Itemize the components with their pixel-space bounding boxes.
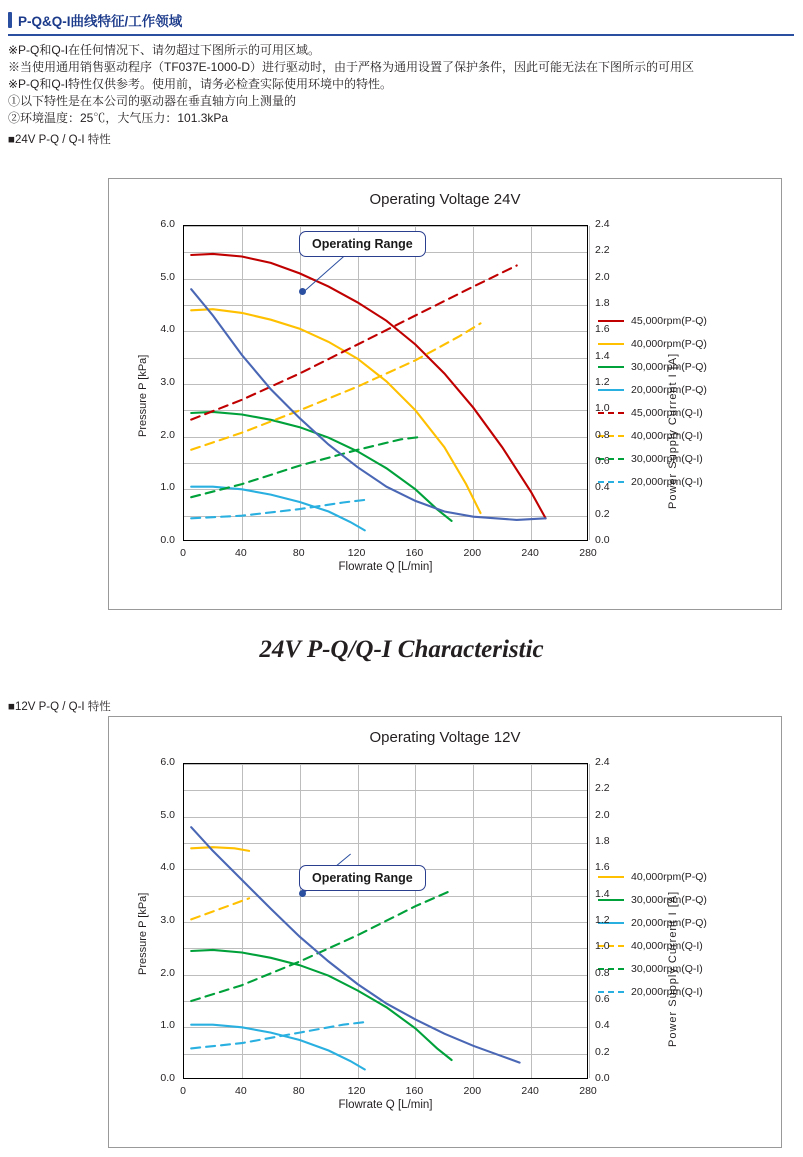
legend-swatch <box>598 343 624 345</box>
page-title-row <box>8 10 803 30</box>
series-curve <box>191 898 249 919</box>
operating-range-boundary <box>191 289 545 520</box>
y-tick-label: 2.0 <box>160 966 175 979</box>
series-curve <box>191 309 480 513</box>
y-tick-label: 1.0 <box>160 481 175 494</box>
y2-tick-label: 1.0 <box>595 402 610 415</box>
series-curve <box>191 847 249 851</box>
title-divider <box>8 34 794 36</box>
y2-tick-label: 2.4 <box>595 218 610 230</box>
x-tick-label: 80 <box>292 1085 305 1097</box>
y2-tick-label: 1.0 <box>595 940 610 953</box>
y2-tick-label: 0.8 <box>595 966 610 979</box>
y2-tick-label: 2.4 <box>595 756 610 768</box>
section-label-24v: ■24V P-Q / Q-I 特性 <box>8 134 111 146</box>
legend-label: 40,000rpm(Q-I) <box>631 429 703 442</box>
legend-swatch <box>598 366 624 368</box>
x-tick-label: 120 <box>347 547 366 559</box>
y2-tick-label: 1.6 <box>595 323 610 336</box>
y-tick-label: 3.0 <box>160 914 175 926</box>
legend-label: 45,000rpm(Q-I) <box>631 406 703 419</box>
y2-tick-label: 0.4 <box>595 1019 610 1032</box>
note-line: ②环境温度：25℃，大气压力：101.3kPa <box>8 111 229 125</box>
legend-label: 40,000rpm(P-Q) <box>631 870 707 883</box>
series-curve <box>191 254 545 518</box>
x-tick-label: 280 <box>579 547 597 559</box>
y2-tick-label: 1.2 <box>595 914 610 926</box>
y2-tick-label: 0.2 <box>595 1045 610 1058</box>
legend-swatch <box>598 389 624 391</box>
x-tick-label: 240 <box>521 1085 539 1097</box>
y2-tick-label: 1.8 <box>595 297 610 309</box>
y2-axis-label-12v: Power Supply Current I [A] <box>667 890 679 1047</box>
legend-label: 30,000rpm(P-Q) <box>631 893 707 906</box>
note-line: ※P-Q和Q-I在任何情况下、请勿超过下图所示的可用区域。 <box>8 43 321 57</box>
y2-tick-label: 0.8 <box>595 428 610 441</box>
y-tick-label: 3.0 <box>160 376 175 388</box>
y-tick-label: 6.0 <box>160 756 175 768</box>
legend-label: 40,000rpm(P-Q) <box>631 337 707 350</box>
y-tick-label: 2.0 <box>160 428 175 441</box>
series-curve <box>191 487 365 531</box>
chart-curves <box>184 764 589 1080</box>
x-tick-label: 200 <box>463 547 482 559</box>
note-line: ※P-Q和Q-I特性仅供参考。使用前，请务必检查实际使用环境中的特性。 <box>8 77 393 91</box>
y-tick-label: 4.0 <box>160 323 175 336</box>
title-accent-bar <box>8 12 12 28</box>
x-tick-label: 0 <box>180 1085 186 1097</box>
y-tick-label: 0.0 <box>160 534 175 546</box>
y2-tick-label: 1.4 <box>595 887 610 900</box>
x-tick-label: 80 <box>292 547 305 559</box>
legend-label: 30,000rpm(P-Q) <box>631 360 707 373</box>
y2-tick-label: 0.0 <box>595 534 610 546</box>
series-curve <box>191 323 480 449</box>
legend-label: 30,000rpm(Q-I) <box>631 452 703 465</box>
x-axis-label-24v: Flowrate Q [L/min] <box>338 561 433 573</box>
chart-title-12v: Operating Voltage 12V <box>369 729 521 746</box>
chart-24v <box>108 178 782 610</box>
y2-tick-label: 2.0 <box>595 808 610 821</box>
y2-tick-label: 1.6 <box>595 861 610 874</box>
y2-tick-label: 2.2 <box>595 244 610 257</box>
x-tick-label: 0 <box>180 547 186 559</box>
x-tick-label: 40 <box>235 547 247 559</box>
y-tick-label: 5.0 <box>160 270 175 283</box>
legend-label: 20,000rpm(P-Q) <box>631 916 707 929</box>
y2-axis-label-24v: Power Supply Current I [A] <box>667 352 679 509</box>
y-tick-label: 0.0 <box>160 1072 175 1084</box>
y-tick-label: 1.0 <box>160 1019 175 1032</box>
note-line: ※当使用通用销售驱动程序（TF037E-1000-D）进行驱动时，由于严格为通用设置了保护条件，因此可能无法在下图所示的可用区 <box>8 60 695 74</box>
series-curve <box>191 266 517 420</box>
chart-title-24v: Operating Voltage 24V <box>369 191 521 208</box>
x-tick-label: 160 <box>405 1085 424 1097</box>
y-tick-label: 4.0 <box>160 861 175 874</box>
y2-tick-label: 1.8 <box>595 835 610 847</box>
y2-tick-label: 1.2 <box>595 376 610 388</box>
y2-tick-label: 0.4 <box>595 481 610 494</box>
y-axis-label-12v: Pressure P [kPa] <box>137 892 149 975</box>
y2-tick-label: 0.6 <box>595 455 610 467</box>
gridline-vertical <box>589 764 590 1078</box>
notes-block <box>8 42 803 127</box>
legend-label: 40,000rpm(Q-I) <box>631 939 703 952</box>
chart-12v <box>108 716 782 1148</box>
series-curve <box>191 1025 365 1070</box>
y-tick-label: 5.0 <box>160 808 175 821</box>
y2-tick-label: 2.2 <box>595 782 610 795</box>
y2-tick-label: 0.2 <box>595 507 610 520</box>
y-axis-label-24v: Pressure P [kPa] <box>137 354 149 437</box>
page-title: P-Q&Q-I曲线特征/工作领域 <box>18 14 183 29</box>
legend-label: 20,000rpm(Q-I) <box>631 475 703 488</box>
series-curve <box>191 412 451 521</box>
section-label-12v: ■12V P-Q / Q-I 特性 <box>8 701 111 713</box>
x-tick-label: 280 <box>579 1085 597 1097</box>
x-tick-label: 40 <box>235 1085 247 1097</box>
y2-tick-label: 2.0 <box>595 270 610 283</box>
plot-area-24v <box>183 225 588 541</box>
note-line: ①以下特性是在本公司的驱动器在垂直轴方向上测量的 <box>8 94 297 108</box>
legend-label: 20,000rpm(Q-I) <box>631 985 703 998</box>
chart-curves <box>184 226 589 542</box>
legend-label: 30,000rpm(Q-I) <box>631 962 703 975</box>
y2-tick-label: 0.6 <box>595 993 610 1005</box>
page-root <box>0 10 803 1157</box>
operating-range-callout-24v: Operating Range <box>299 231 426 257</box>
x-axis-label-12v: Flowrate Q [L/min] <box>338 1099 433 1111</box>
series-curve <box>191 890 451 1001</box>
y2-tick-label: 1.4 <box>595 349 610 362</box>
y-tick-label: 6.0 <box>160 218 175 230</box>
legend-label: 45,000rpm(P-Q) <box>631 314 707 327</box>
plot-area-12v <box>183 763 588 1079</box>
gridline-vertical <box>589 226 590 540</box>
x-tick-label: 160 <box>405 547 424 559</box>
figure-caption: 24V P-Q/Q-I Characteristic <box>259 636 544 663</box>
operating-range-callout-12v: Operating Range <box>299 865 426 891</box>
x-tick-label: 200 <box>463 1085 482 1097</box>
legend-swatch <box>598 320 624 322</box>
legend-swatch <box>598 876 624 878</box>
x-tick-label: 120 <box>347 1085 366 1097</box>
legend-label: 20,000rpm(P-Q) <box>631 383 707 396</box>
x-tick-label: 240 <box>521 547 539 559</box>
legend-12v <box>598 865 773 1003</box>
y2-tick-label: 0.0 <box>595 1072 610 1084</box>
